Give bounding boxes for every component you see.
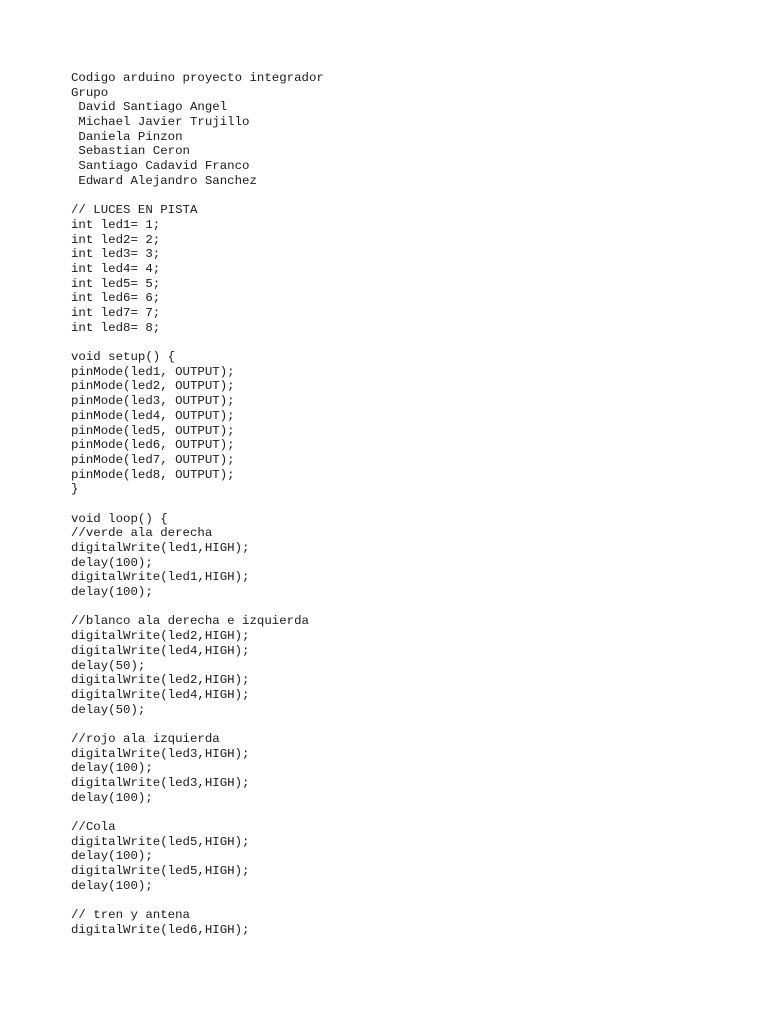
text-line: pinMode(led1, OUTPUT); <box>71 364 235 379</box>
text-line: // tren y antena <box>71 908 190 923</box>
text-line: delay(100); <box>71 849 153 864</box>
text-line: int led7= 7; <box>71 306 161 320</box>
text-line: int led1= 1; <box>71 217 161 232</box>
text-line: //Cola <box>71 820 116 835</box>
text-line: Michael Javier Trujillo <box>71 115 250 130</box>
document-body <box>71 71 691 938</box>
text-line: Sebastian Ceron <box>71 144 190 159</box>
text-line: pinMode(led6, OUTPUT); <box>71 438 235 453</box>
text-line: delay(50); <box>71 702 146 717</box>
text-line <box>71 335 691 350</box>
text-line: delay(100); <box>71 555 153 570</box>
text-line: delay(100); <box>71 761 153 776</box>
text-line: digitalWrite(led3,HIGH); <box>71 746 250 761</box>
text-line <box>71 600 691 615</box>
text-line: David Santiago Angel <box>71 100 228 115</box>
text-line: digitalWrite(led3,HIGH); <box>71 776 250 790</box>
text-line: digitalWrite(led2,HIGH); <box>71 629 250 644</box>
text-line <box>71 894 691 909</box>
text-line: } <box>71 482 79 497</box>
text-line: //verde ala derecha <box>71 526 213 541</box>
text-line: digitalWrite(led4,HIGH); <box>71 687 250 702</box>
text-line: delay(50); <box>71 658 146 673</box>
text-line: digitalWrite(led5,HIGH); <box>71 864 250 879</box>
text-line: digitalWrite(led2,HIGH); <box>71 673 250 688</box>
text-line: pinMode(led7, OUTPUT); <box>71 452 235 467</box>
text-line: int led8= 8; <box>71 320 161 335</box>
text-line: Codigo arduino proyecto integrador <box>71 71 324 85</box>
text-line: pinMode(led8, OUTPUT); <box>71 467 235 482</box>
text-line <box>71 497 691 512</box>
text-line <box>71 717 691 732</box>
text-line: // LUCES EN PISTA <box>71 203 198 218</box>
text-line: int led2= 2; <box>71 232 161 247</box>
text-line: Santiago Cadavid Franco <box>71 159 250 174</box>
text-line: pinMode(led4, OUTPUT); <box>71 408 235 423</box>
text-line: Grupo <box>71 85 109 100</box>
text-line: digitalWrite(led1,HIGH); <box>71 541 250 555</box>
text-line: pinMode(led5, OUTPUT); <box>71 423 235 438</box>
text-line: digitalWrite(led4,HIGH); <box>71 643 250 658</box>
text-line: int led4= 4; <box>71 261 161 276</box>
text-line: delay(100); <box>71 790 153 805</box>
text-line: digitalWrite(led5,HIGH); <box>71 834 250 849</box>
text-line: int led6= 6; <box>71 291 161 306</box>
text-line: int led3= 3; <box>71 247 161 262</box>
text-line <box>71 805 691 820</box>
text-line: Edward Alejandro Sanchez <box>71 173 257 188</box>
text-line: //blanco ala derecha e izquierda <box>71 614 309 629</box>
text-line: //rojo ala izquierda <box>71 731 220 746</box>
text-line: pinMode(led3, OUTPUT); <box>71 394 235 409</box>
text-line: void setup() { <box>71 350 176 365</box>
text-line: Daniela Pinzon <box>71 129 183 144</box>
text-line: int led5= 5; <box>71 276 161 291</box>
text-line: void loop() { <box>71 511 168 526</box>
text-line <box>71 189 691 204</box>
text-line: delay(100); <box>71 585 153 600</box>
text-line: pinMode(led2, OUTPUT); <box>71 379 235 394</box>
text-line: digitalWrite(led1,HIGH); <box>71 570 250 585</box>
text-line: delay(100); <box>71 878 153 893</box>
text-line: digitalWrite(led6,HIGH); <box>71 922 250 937</box>
